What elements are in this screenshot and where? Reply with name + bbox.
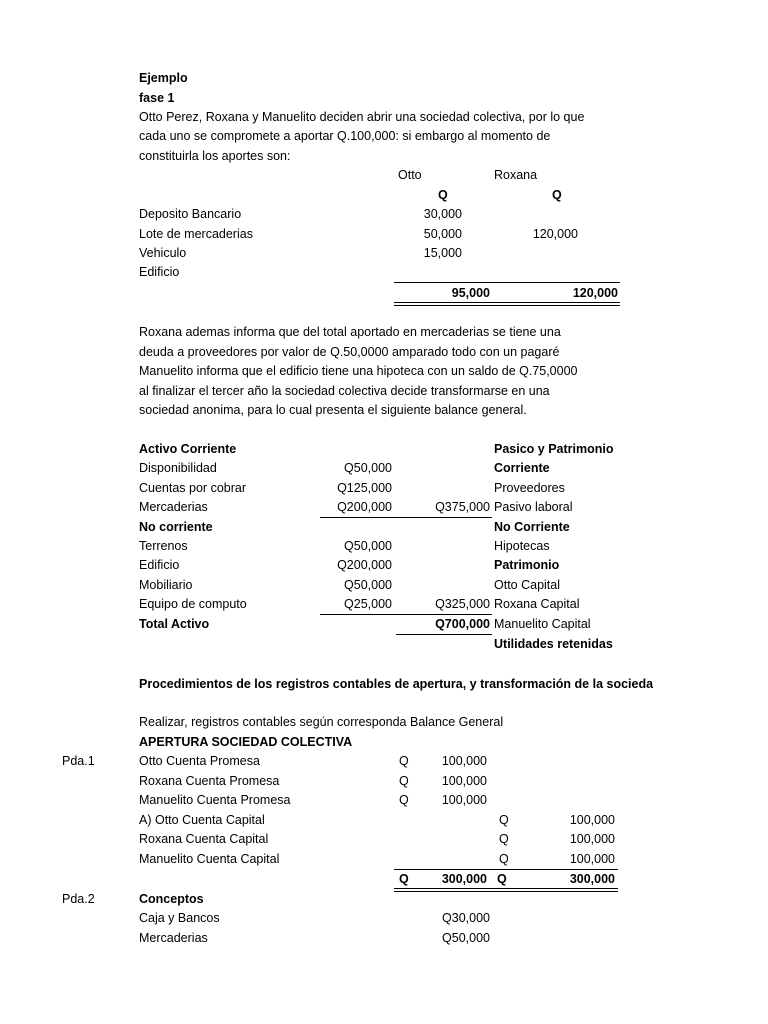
note-line: Roxana ademas informa que del total aportado en mercaderias se tiene una (139, 325, 561, 339)
balance-left-label: Mobiliario (139, 578, 193, 592)
balance-subtotal: Q375,000 (435, 500, 490, 514)
journal-credit-label: Manuelito Cuenta Capital (139, 852, 280, 866)
balance-left-label: Mercaderias (139, 500, 208, 514)
journal-debit-label: Otto Cuenta Promesa (139, 754, 260, 768)
note-line: Manuelito informa que el edificio tiene una hipoteca con un saldo de Q.75,0000 (139, 364, 578, 378)
note-line: sociedad anonima, para lo cual presenta el siguiente balance general. (139, 403, 527, 417)
journal-total-debit: 300,000 (441, 872, 487, 886)
aporte-otto-value: 50,000 (423, 227, 462, 241)
journal-currency: Q (399, 774, 409, 788)
aporte-otto-value: 30,000 (423, 207, 462, 221)
balance-right-label: No Corriente (494, 520, 570, 534)
phase-label: fase 1 (139, 91, 175, 105)
apertura-heading: APERTURA SOCIEDAD COLECTIVA (139, 735, 353, 749)
total-rule (394, 282, 620, 283)
journal-currency: Q (399, 754, 409, 768)
journal-debit-amount: Q30,000 (442, 911, 490, 925)
journal-credit-label: A) Otto Cuenta Capital (139, 813, 265, 827)
journal-total-credit: 300,000 (569, 872, 615, 886)
journal-debit-amount: Q50,000 (442, 931, 490, 945)
balance-subtotal: Q325,000 (435, 597, 490, 611)
journal-currency: Q (499, 832, 509, 846)
balance-amount: Q200,000 (337, 500, 392, 514)
subtotal-rule (320, 614, 492, 615)
journal-debit-amount: 100,000 (441, 774, 487, 788)
journal-debit-label: Manuelito Cuenta Promesa (139, 793, 291, 807)
currency-label: Q (552, 188, 562, 202)
balance-amount: Q125,000 (337, 481, 392, 495)
procedures-line: Realizar, registros contables según corresponda Balance General (139, 715, 504, 729)
currency-label: Q (438, 188, 448, 202)
balance-right-label: Hipotecas (494, 539, 550, 553)
journal-credit-amount: 100,000 (569, 832, 615, 846)
journal-currency: Q (499, 852, 509, 866)
journal-total-currency: Q (497, 872, 507, 886)
balance-amount: Q50,000 (344, 539, 392, 553)
balance-right-label: Otto Capital (494, 578, 561, 592)
balance-amount: Q50,000 (344, 461, 392, 475)
note-line: deuda a proveedores por valor de Q.50,0000 amparado todo con un pagaré (139, 345, 560, 359)
procedures-line: Procedimientos de los registros contables de apertura, y transformación de la socieda (139, 677, 654, 691)
balance-right-label: Pasivo laboral (494, 500, 573, 514)
balance-right-label: Manuelito Capital (494, 617, 591, 631)
total-activo-value: Q700,000 (435, 617, 490, 631)
total-rule (394, 869, 618, 870)
pasivo-patrimonio-heading: Pasico y Patrimonio (494, 442, 614, 456)
balance-left-label: Edificio (139, 558, 180, 572)
column-header-roxana: Roxana (494, 168, 538, 182)
balance-right-label: Patrimonio (494, 558, 560, 572)
intro-line: Otto Perez, Roxana y Manuelito deciden abrir una sociedad colectiva, por lo que (139, 110, 585, 124)
journal-debit-label: Mercaderias (139, 931, 208, 945)
pda2-label: Pda.2 (62, 892, 95, 906)
balance-left-label: Equipo de computo (139, 597, 247, 611)
journal-currency: Q (499, 813, 509, 827)
balance-left-label: Cuentas por cobrar (139, 481, 247, 495)
journal-credit-label: Roxana Cuenta Capital (139, 832, 269, 846)
aporte-total-otto: 95,000 (451, 286, 490, 300)
balance-left-label: Terrenos (139, 539, 188, 553)
aporte-otto-value: 15,000 (423, 246, 462, 260)
subtotal-rule (320, 517, 492, 518)
total-double-rule (394, 888, 618, 892)
aporte-total-roxana: 120,000 (572, 286, 618, 300)
total-activo-label: Total Activo (139, 617, 210, 631)
balance-left-label: Disponibilidad (139, 461, 217, 475)
intro-line: cada uno se compromete a aportar Q.100,000: si embargo al momento de (139, 129, 551, 143)
balance-amount: Q200,000 (337, 558, 392, 572)
journal-total-currency: Q (399, 872, 409, 886)
balance-right-label: Utilidades retenidas (494, 637, 613, 651)
balance-right-label: Roxana Capital (494, 597, 580, 611)
total-rule (396, 634, 492, 635)
column-header-otto: Otto (398, 168, 422, 182)
journal-credit-amount: 100,000 (569, 813, 615, 827)
aporte-row-label: Vehiculo (139, 246, 187, 260)
aporte-roxana-value: 120,000 (532, 227, 578, 241)
intro-line: constituirla los aportes son: (139, 149, 291, 163)
aporte-row-label: Edificio (139, 265, 180, 279)
journal-debit-amount: 100,000 (441, 793, 487, 807)
journal-debit-label: Roxana Cuenta Promesa (139, 774, 280, 788)
balance-amount: Q50,000 (344, 578, 392, 592)
note-line: al finalizar el tercer año la sociedad colectiva decide transformarse en una (139, 384, 550, 398)
balance-left-label: No corriente (139, 520, 213, 534)
balance-right-label: Corriente (494, 461, 550, 475)
journal-debit-label: Caja y Bancos (139, 911, 220, 925)
aporte-row-label: Lote de mercaderias (139, 227, 253, 241)
total-double-rule (394, 302, 620, 306)
document-title: Ejemplo (139, 71, 188, 85)
journal-debit-amount: 100,000 (441, 754, 487, 768)
journal-credit-amount: 100,000 (569, 852, 615, 866)
aporte-row-label: Deposito Bancario (139, 207, 242, 221)
journal-currency: Q (399, 793, 409, 807)
balance-right-label: Proveedores (494, 481, 565, 495)
conceptos-heading: Conceptos (139, 892, 204, 906)
pda1-label: Pda.1 (62, 754, 95, 768)
activo-corriente-heading: Activo Corriente (139, 442, 237, 456)
balance-amount: Q25,000 (344, 597, 392, 611)
